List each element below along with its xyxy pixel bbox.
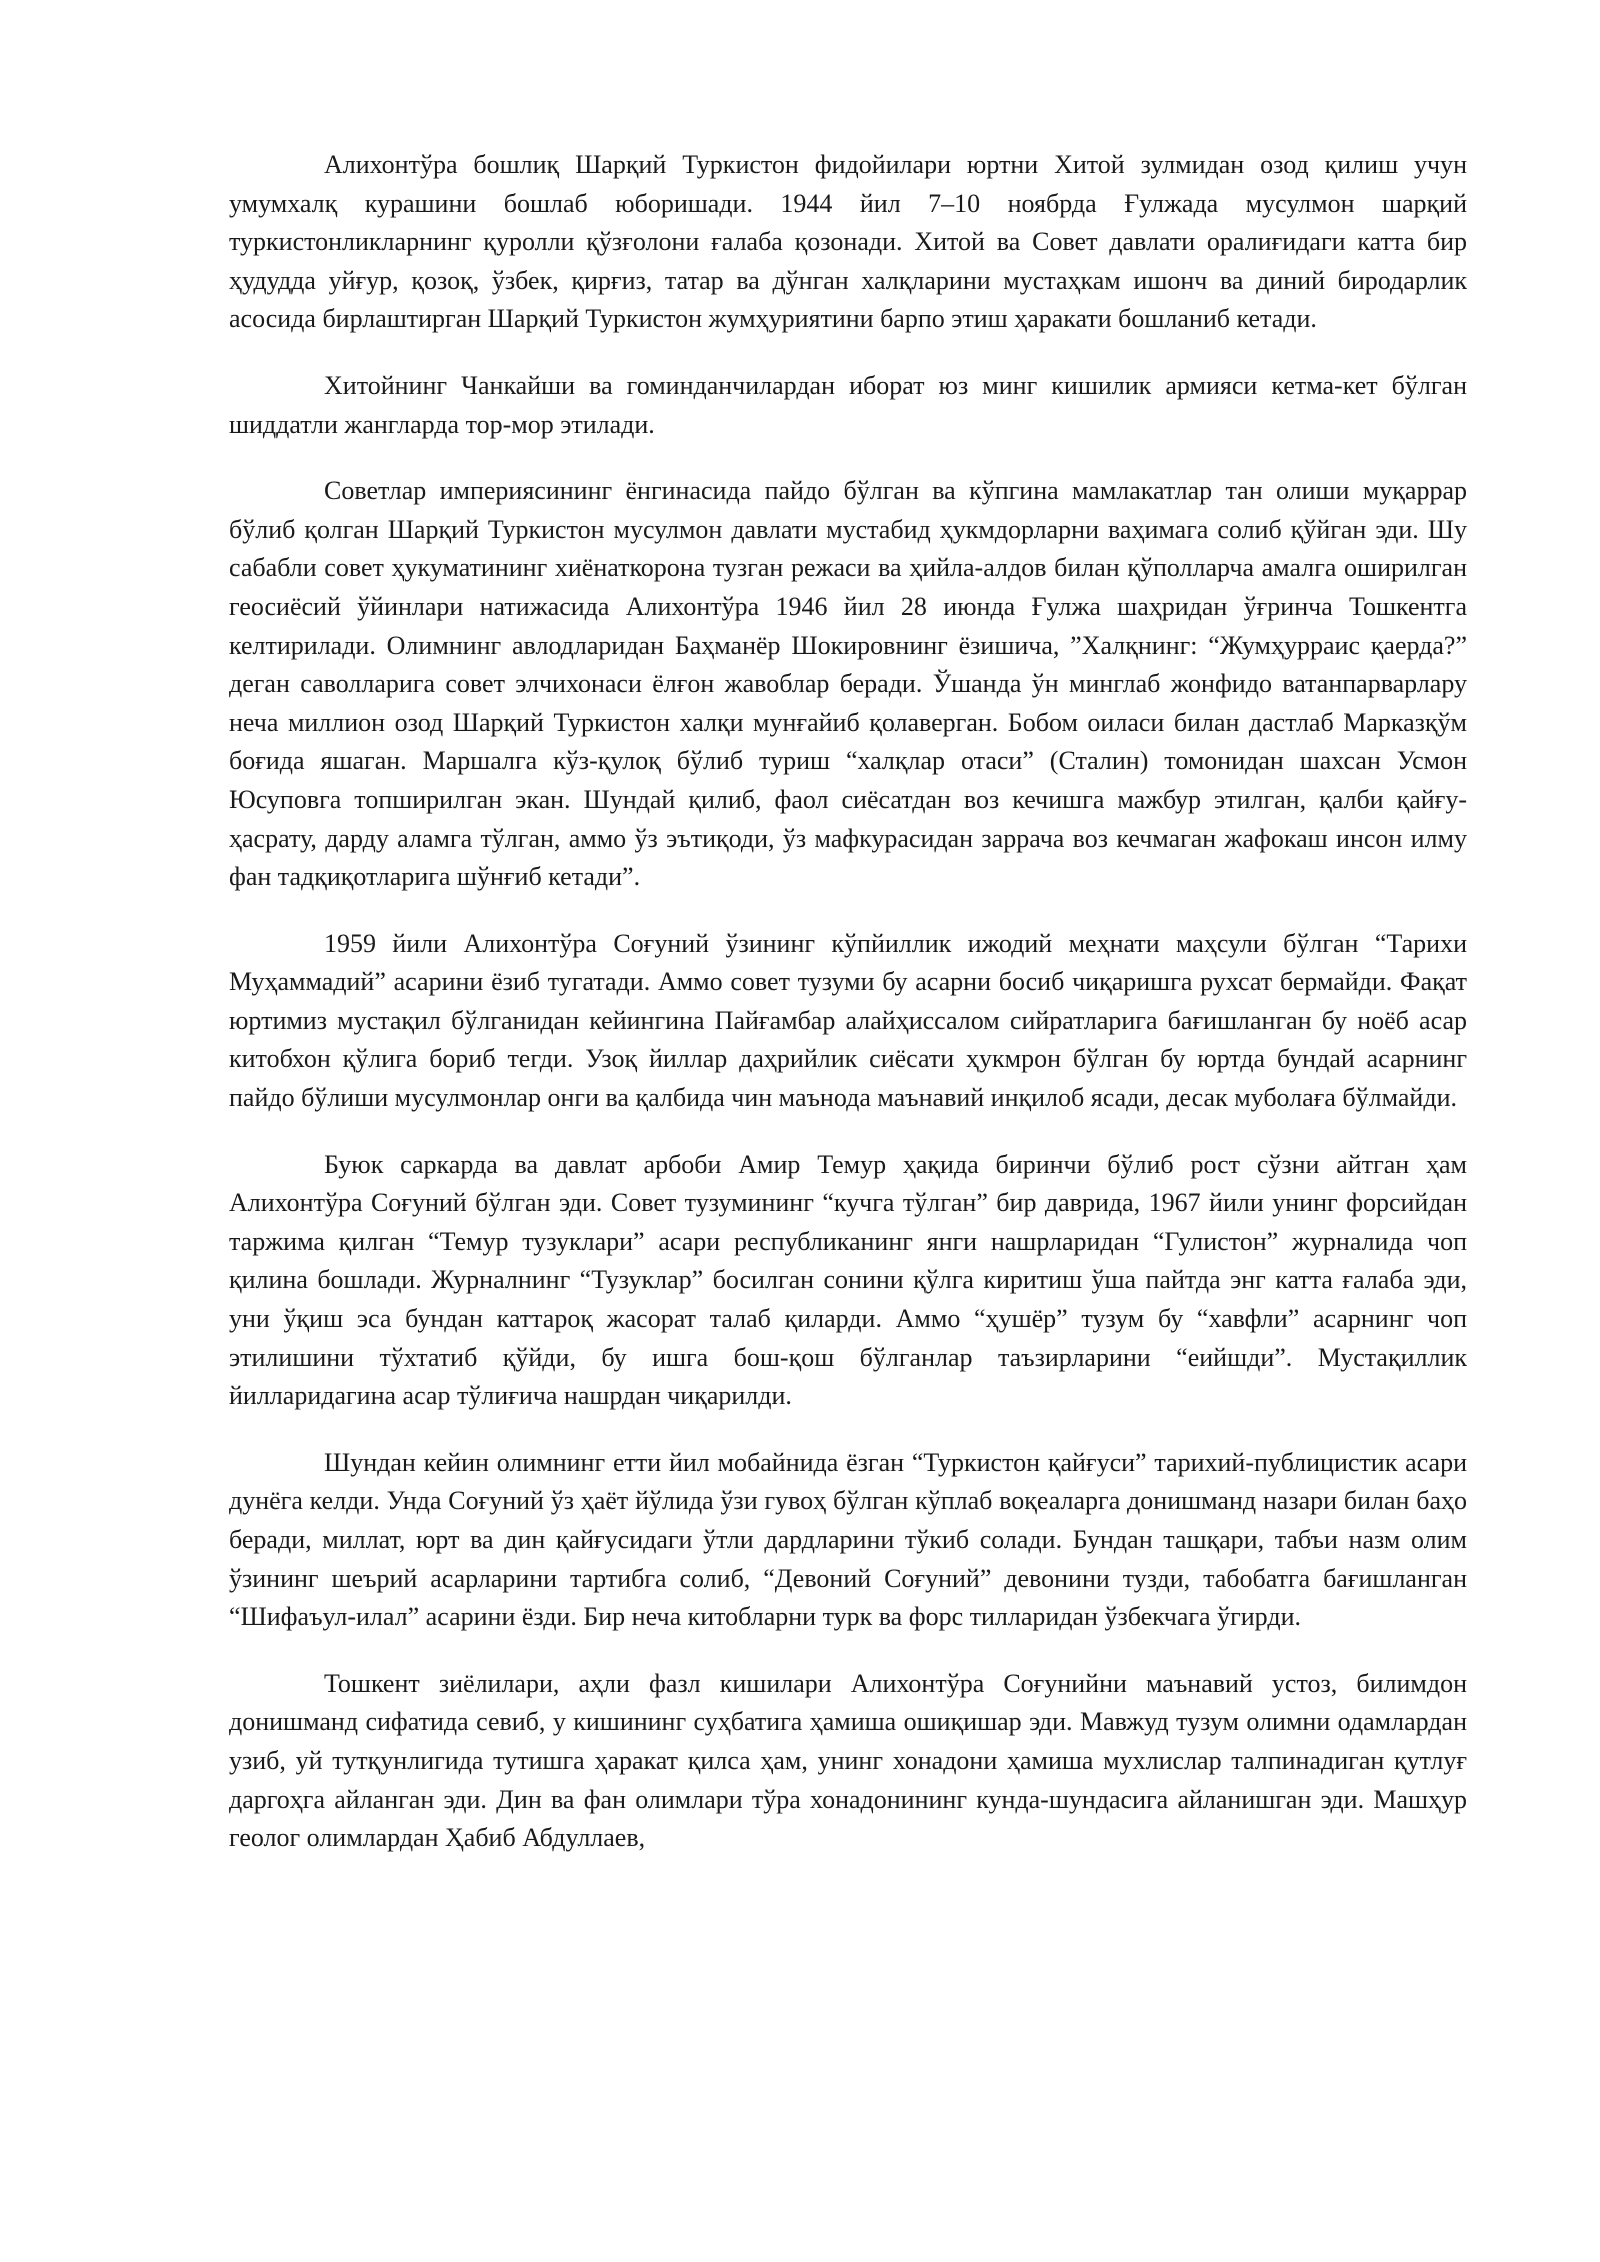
paragraph: 1959 йили Алихонтўра Соғуний ўзининг кўпйиллик ижодий меҳнати маҳсули бўлган “Тарихи Муҳаммадий” асарини ёзиб тугатади. Аммо совет тузуми бу асарни босиб чиқаришга рухсат бермайди. Фақат юртимиз мустақил бўлганидан кейингина Пайғамбар алайҳиссалом сийратларига бағишланган бу ноёб асар китобхон қўлига бориб тегди. Узоқ йиллар даҳрийлик сиёсати ҳукмрон бўлган бу юртда бундай асарнинг пайдо бўлиши мусулмонлар онги ва қалбида чин маънода маънавий инқилоб ясади, десак муболаға бўлмайди. — [229, 928, 1467, 1113]
paragraph: Буюк саркарда ва давлат арбоби Амир Темур ҳақида биринчи бўлиб рост сўзни айтган ҳам Алихонтўра Соғуний бўлган эди. Совет тузумининг “кучга тўлган” бир даврида, 1967 йили унинг форсийдан таржима қилган “Темур тузуклари” асари республиканинг янги нашрларидан “Гулистон” журналида чоп қилина бошлади. Журналнинг “Тузуклар” босилган сонини қўлга киритиш ўша пайтда энг катта ғалаба эди, уни ўқиш эса бундан каттароқ жасорат талаб қиларди. Аммо “ҳушёр” тузум бу “хавфли” асарнинг чоп этилишини тўхтатиб қўйди, бу ишга бош-қош бўлганлар таъзирларини “еийшди”. Мустақиллик йилларидагина асар тўлиғича нашрдан чиқарилди. — [229, 1149, 1467, 1411]
document-body — [229, 146, 1467, 1886]
paragraph: Шундан кейин олимнинг етти йил мобайнида ёзган “Туркистон қайғуси” тарихий-публицистик асари дунёга келди. Унда Соғуний ўз ҳаёт йўлида ўзи гувоҳ бўлган кўплаб воқеаларга донишманд назари билан баҳо беради, миллат, юрт ва дин қайғусидаги ўтли дардларини тўкиб солади. Бундан ташқари, табъи назм олим ўзининг шеърий асарларини тартибга солиб, “Девоний Соғуний” девонини тузди, табобатга бағишланган “Шифаъул-илал” асарини ёзди. Бир неча китобларни турк ва форс тилларидан ўзбекчага ўгирди. — [229, 1447, 1467, 1632]
paragraph: Хитойнинг Чанкайши ва гоминданчилардан иборат юз минг кишилик армияси кетма-кет бўлган шиддатли жангларда тор-мор этилади. — [229, 370, 1467, 439]
paragraph: Алихонтўра бошлиқ Шарқий Туркистон фидойилари юртни Хитой зулмидан озод қилиш учун умумхалқ курашини бошлаб юборишади. 1944 йил 7–10 ноябрда Ғулжада мусулмон шарқий туркистонликларнинг қуролли қўзғолони ғалаба қозонади. Хитой ва Совет давлати оралиғидаги катта бир ҳудудда уйғур, қозоқ, ўзбек, қирғиз, татар ва дўнган халқларини мустаҳкам ишонч ва диний биродарлик асосида бирлаштирган Шарқий Туркистон жумҳуриятини барпо этиш ҳаракати бошланиб кетади. — [229, 150, 1467, 334]
paragraph: Советлар империясининг ёнгинасида пайдо бўлган ва кўпгина мамлакатлар тан олиши муқаррар бўлиб қолган Шарқий Туркистон мусулмон давлати мустабид ҳукмдорларни ваҳимага солиб қўйган эди. Шу сабабли совет ҳукуматининг хиёнаткорона тузган режаси ва ҳийла-алдов билан қўполларча амалга оширилган геосиёсий ўйинлари натижасида Алихонтўра 1946 йил 28 июнда Ғулжа шаҳридан ўғринча Тошкентга келтирилади. Олимнинг авлодларидан Баҳманёр Шокировнинг ёзишича, ”Халқнинг: “Жумҳурраис қаерда?” деган саволларига совет элчихонаси ёлғон жавоблар беради. Ўшанда ўн минглаб жонфидо ватанпарварлару неча миллион озод Шарқий Туркистон халқи мунғайиб қолаверган. Бобом оиласи билан дастлаб Марказқўм боғида яшаган. Маршалга кўз-қулоқ бўлиб туриш “халқлар отаси” (Сталин) томонидан шахсан Усмон Юсуповга топширилган экан. Шундай қилиб, фаол сиёсатдан воз кечишга мажбур этилган, қалби қайғу-ҳасрату, дарду аламга тўлган, аммо ўз эътиқоди, ўз мафкурасидан заррача воз кечмаган жафокаш инсон илму фан тадқиқотларига шўнғиб кетади”. — [229, 476, 1467, 892]
paragraph: Тошкент зиёлилари, аҳли фазл кишилари Алихонтўра Соғунийни маънавий устоз, билимдон донишманд сифатида севиб, у кишининг суҳбатига ҳамиша ошиқишар эди. Мавжуд тузум олимни одамлардан узиб, уй тутқунлигида тутишга ҳаракат қилса ҳам, унинг хонадони ҳамиша мухлислар талпинадиган қутлуғ даргоҳга айланган эди. Дин ва фан олимлари тўра хонадонининг кунда-шундасига айланишган эди. Машҳур геолог олимлардан Ҳабиб Абдуллаев, — [229, 1668, 1467, 1853]
